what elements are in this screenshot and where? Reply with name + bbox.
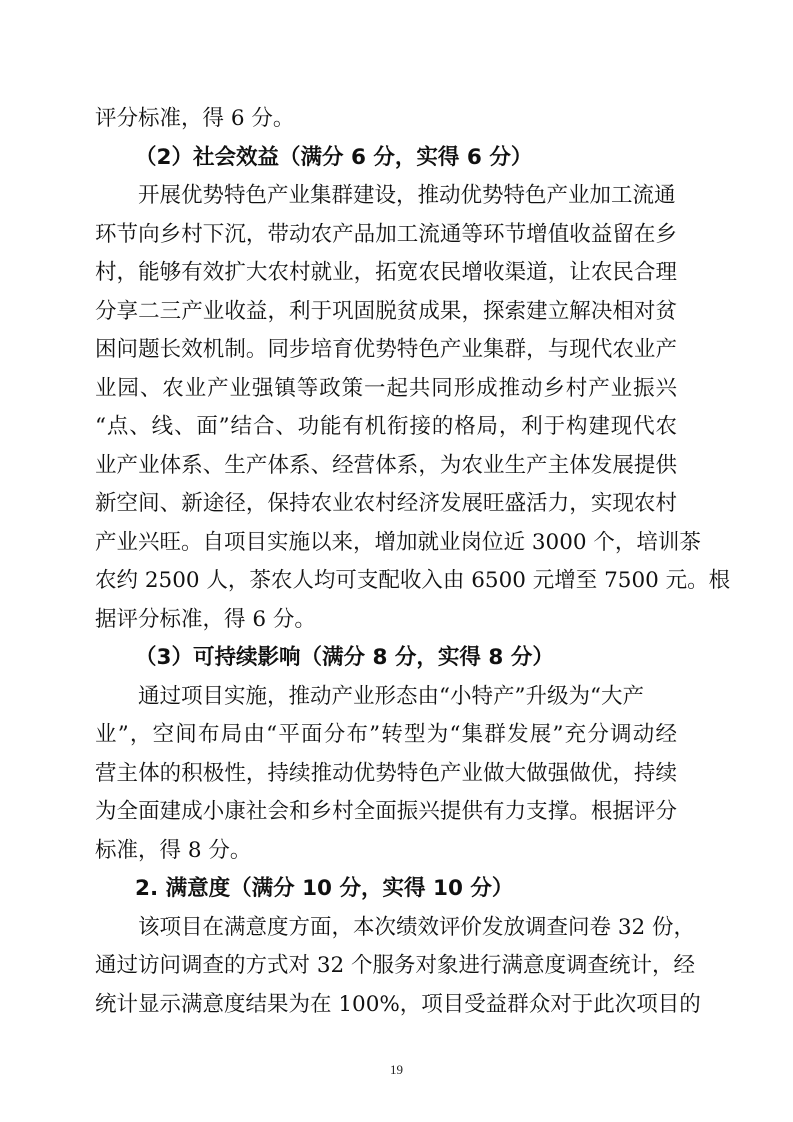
text-line: 通过项目实施，推动产业形态由“小特产”升级为“大产: [138, 683, 644, 709]
text-line: 产业兴旺。自项目实施以来，增加就业岗位近 3000 个，培训茶: [95, 529, 701, 555]
text-line: 新空间、新途径，保持农业农村经济发展旺盛活力，实现农村: [95, 491, 677, 516]
text-line: 分享二三产业收益，利于巩固脱贫成果，探索建立解决相对贫: [95, 298, 677, 324]
text-line: “点、线、面”结合、功能有机衔接的格局，利于构建现代农: [95, 414, 677, 439]
text-line: 评分标准，得 6 分。: [95, 106, 295, 131]
text-line: 开展优势特色产业集群建设，推动优势特色产业加工流通: [138, 183, 676, 208]
text-line: 业产业体系、生产体系、经营体系，为农业生产主体发展提供: [95, 452, 677, 478]
text-line: 标准，得 8 分。: [95, 837, 252, 863]
page-number: 19: [390, 1062, 403, 1077]
section-heading: （3）可持续影响（满分 8 分，实得 8 分）: [135, 645, 554, 670]
text-line: 农约 2500 人，茶农人均可支配收入由 6500 元增至 7500 元。根: [95, 568, 731, 593]
text-line: 营主体的积极性，持续推动优势特色产业做大做强做优，持续: [95, 760, 677, 786]
document-body: [95, 100, 731, 1024]
text-line: 村，能够有效扩大农村就业，拓宽农民增收渠道，让农民合理: [95, 260, 677, 285]
text-line: 该项目在满意度方面，本次绩效评价发放调查问卷 32 份，: [138, 914, 696, 940]
text-line: 环节向乡村下沉，带动农产品加工流通等环节增值收益留在乡: [95, 221, 677, 247]
text-line: 通过访问调查的方式对 32 个服务对象进行满意度调查统计，经: [95, 953, 696, 978]
text-line: 为全面建成小康社会和乡村全面振兴提供有力支撑。根据评分: [95, 799, 677, 824]
text-line: 困问题长效机制。同步培育优势特色产业集群，与现代农业产: [95, 337, 677, 362]
text-line: 据评分标准，得 6 分。: [95, 606, 316, 632]
section-heading: 2. 满意度（满分 10 分，实得 10 分）: [135, 876, 514, 901]
text-line: 业”，空间布局由“平面分布”转型为“集群发展”充分调动经: [95, 722, 677, 747]
text-line: 业园、农业产业强镇等政策一起共同形成推动乡村产业振兴: [95, 375, 677, 401]
section-heading: （2）社会效益（满分 6 分，实得 6 分）: [135, 144, 533, 170]
text-line: 统计显示满意度结果为在 100%，项目受益群众对于此次项目的: [95, 991, 701, 1017]
